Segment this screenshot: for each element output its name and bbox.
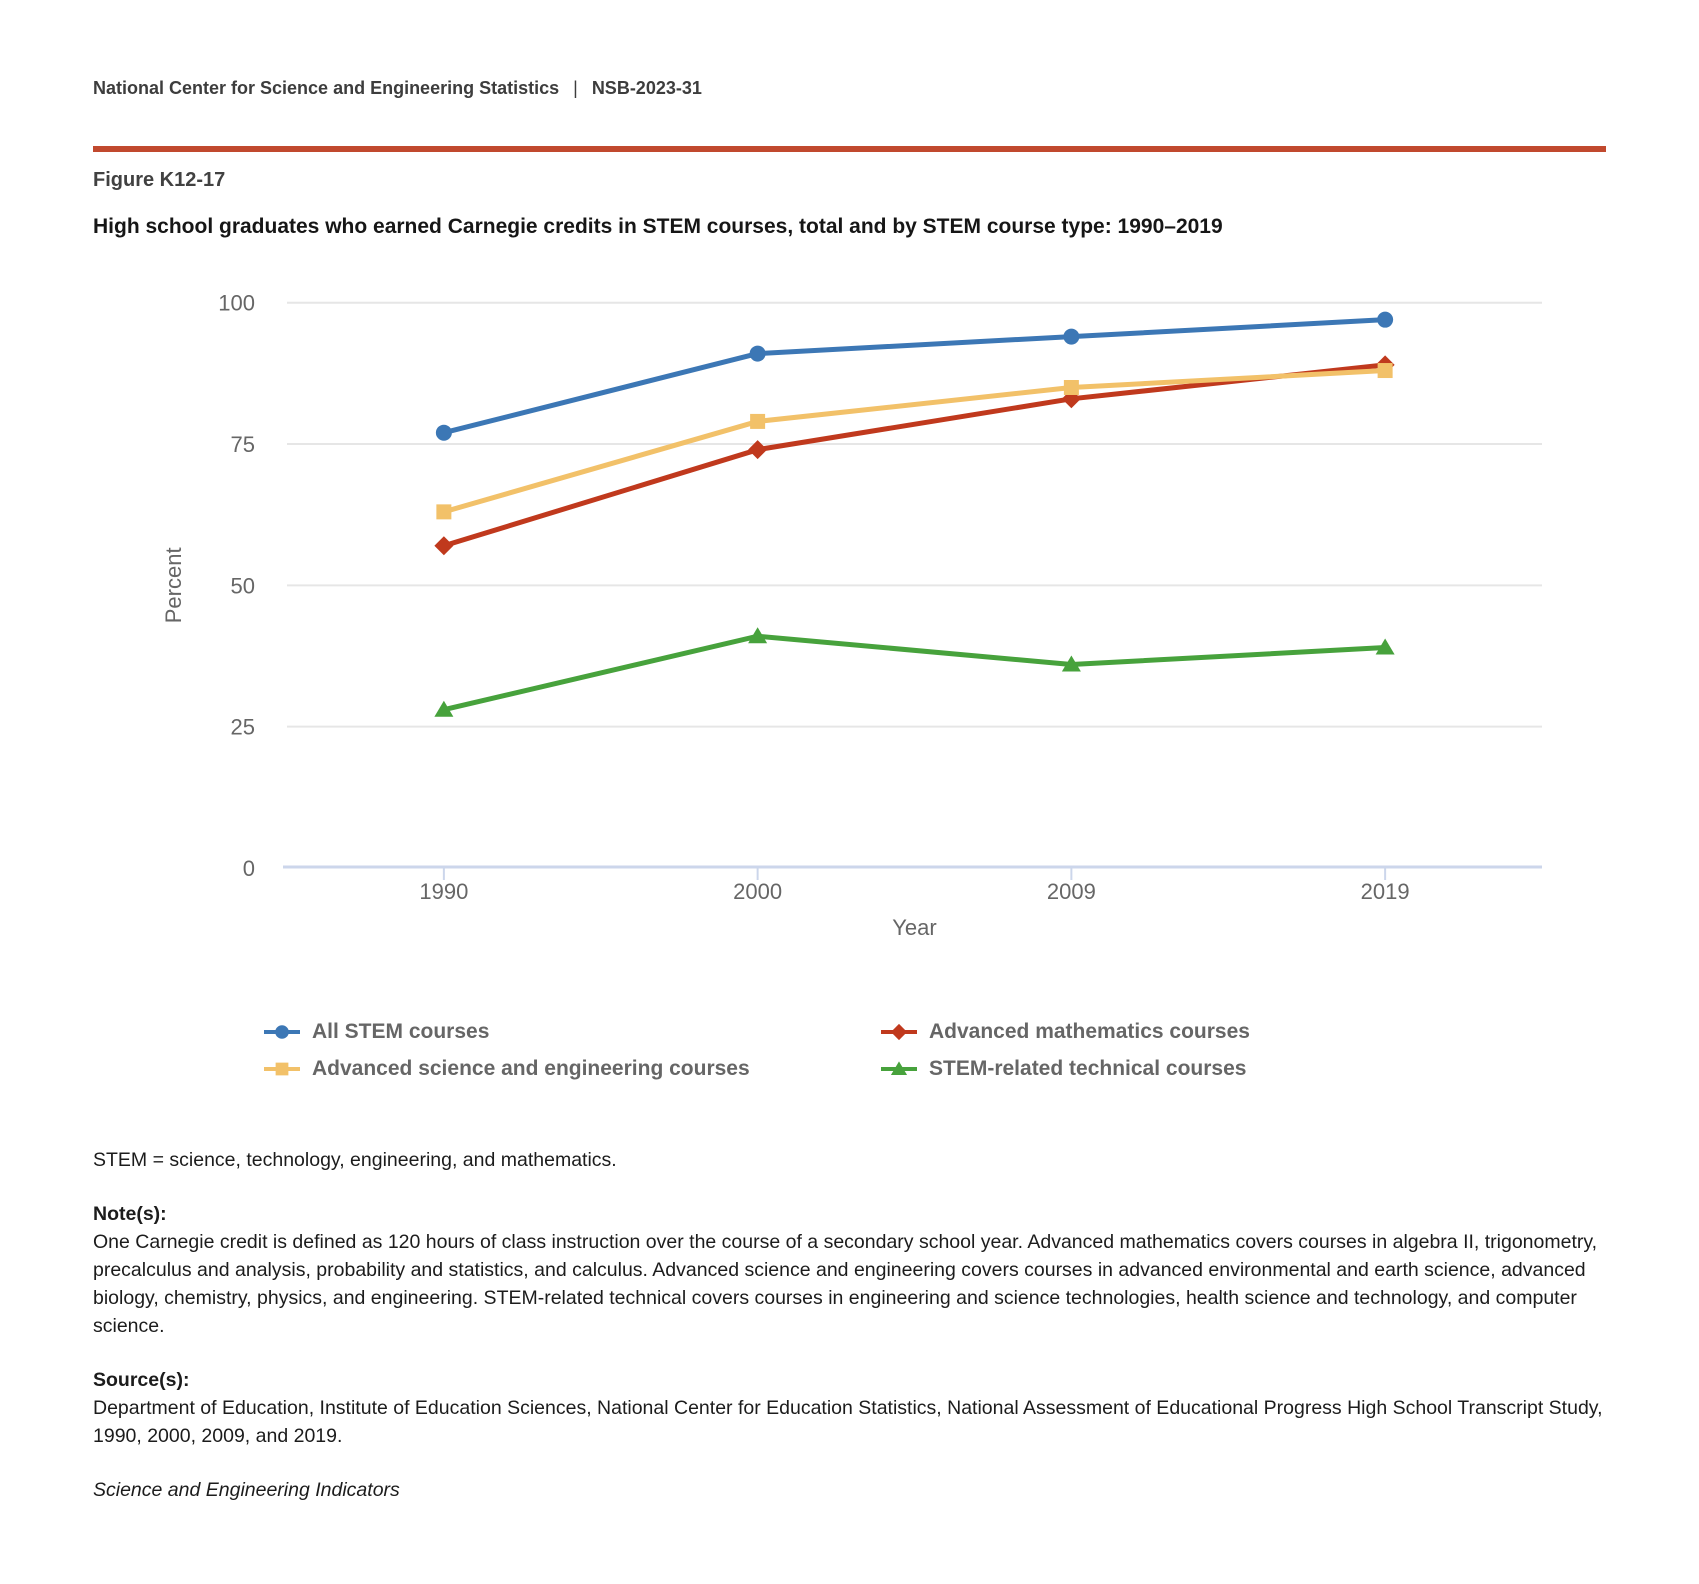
sources-label: Source(s): (93, 1369, 190, 1391)
line-chart (0, 250, 1699, 950)
series-line-stem-related-technical-courses (444, 636, 1385, 709)
legend-marker-circle-icon (263, 1022, 301, 1042)
data-point-square[interactable] (436, 504, 451, 519)
legend-label: All STEM courses (312, 1020, 490, 1043)
legend-label: STEM-related technical courses (929, 1057, 1247, 1080)
data-point-circle[interactable] (1063, 329, 1079, 345)
x-tick-label-2000: 2000 (733, 879, 783, 904)
data-point-square (276, 1063, 289, 1076)
y-axis-title: Percent (161, 547, 186, 624)
series-stem-related-technical-courses (434, 627, 1394, 716)
y-tick-label-75: 75 (230, 432, 255, 458)
footnotes (93, 1146, 1609, 1504)
legend-item-advanced-mathematics-courses[interactable] (880, 1020, 1250, 1044)
header-separator: | (573, 78, 578, 98)
org-name: National Center for Science and Engineering Statistics (93, 78, 560, 98)
legend-label: Advanced mathematics courses (929, 1020, 1250, 1043)
document-header (93, 78, 702, 99)
series-line-advanced-mathematics-courses (444, 365, 1385, 546)
axes (161, 291, 1542, 940)
series-line-advanced-science-and-engineering-courses (444, 371, 1385, 512)
data-point-diamond[interactable] (434, 536, 453, 555)
legend-item-advanced-science-and-engineering-courses[interactable] (263, 1057, 880, 1081)
series-advanced-mathematics-courses (434, 355, 1394, 555)
data-point-square[interactable] (750, 414, 765, 429)
notes-text: One Carnegie credit is defined as 120 hours of class instruction over the course of a secondary school year. Advanced mathematics covers courses in algebra II, trigonometry, precalculus and analysis, probability and statistics, and calculus. Advanced science and engineering covers courses in advanced environmental and earth science, advanced biology, chemistry, physics, and engineering. STEM-related technical covers courses in engineering and science technologies, health science and technology, and computer science. (93, 1231, 1598, 1337)
y-tick-label-25: 25 (230, 714, 255, 740)
data-point-circle[interactable] (750, 346, 766, 362)
x-tick-label-2019: 2019 (1360, 879, 1410, 904)
legend-label: Advanced science and engineering courses (312, 1057, 750, 1080)
data-point-diamond (891, 1024, 907, 1040)
legend-item-all-stem-courses[interactable] (263, 1020, 880, 1044)
series (434, 312, 1394, 717)
data-point-circle[interactable] (1377, 312, 1393, 328)
y-tick-label-50: 50 (230, 573, 255, 599)
sources-text: Department of Education, Institute of Education Sciences, National Center for Education Statistics, National Assessment of Educational Progress High School Transcript Study, 1990, 2000, 2009, and 2019. (93, 1397, 1603, 1447)
data-point-square[interactable] (1064, 380, 1079, 395)
x-tick-label-1990: 1990 (419, 879, 469, 904)
legend-marker-triangle-icon (880, 1059, 918, 1079)
chart-legend (263, 1020, 1250, 1081)
report-id: NSB-2023-31 (591, 78, 702, 98)
data-point-square[interactable] (1378, 363, 1393, 378)
y-tick-label-100: 100 (218, 290, 255, 316)
series-advanced-science-and-engineering-courses (436, 363, 1392, 519)
y-tick-label-0: 0 (242, 856, 255, 881)
legend-item-stem-related-technical-courses[interactable] (880, 1057, 1250, 1081)
legend-marker-diamond-icon (880, 1022, 918, 1042)
x-tick-label-2009: 2009 (1046, 879, 1096, 904)
x-axis-title: Year (892, 915, 937, 940)
notes-label: Note(s): (93, 1203, 167, 1225)
data-point-circle[interactable] (436, 425, 452, 441)
abbreviation-note: STEM = science, technology, engineering, and mathematics. (93, 1149, 617, 1171)
data-point-circle (275, 1025, 289, 1039)
header-rule (93, 146, 1606, 152)
legend-marker-square-icon (263, 1059, 301, 1079)
figure-label: Figure K12-17 (93, 169, 226, 191)
publication-name: Science and Engineering Indicators (93, 1479, 400, 1501)
figure-title: High school graduates who earned Carnegie credits in STEM courses, total and by STEM course type: 1990–2019 (93, 215, 1223, 238)
